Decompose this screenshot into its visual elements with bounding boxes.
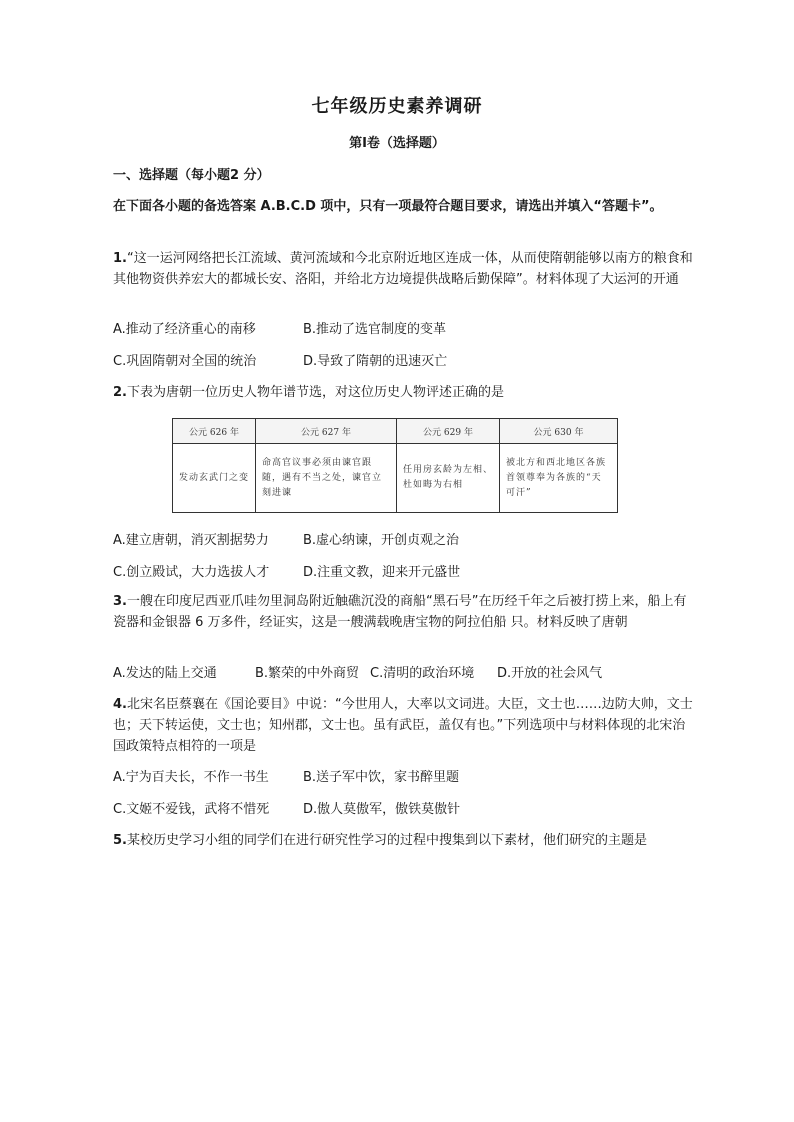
question-4 [113,694,693,757]
option-a[interactable]: A.宁为百夫长，不作一书生 [113,770,269,785]
option-d[interactable]: D.注重文教，迎来开元盛世 [303,565,461,580]
option-d[interactable]: D.傲人莫傲军，傲铁莫傲针 [303,802,461,817]
option-a[interactable]: A.推动了经济重心的南移 [113,322,256,337]
table-cell: 任用房玄龄为左相、杜如晦为右相 [397,444,500,513]
table-header-row [173,419,618,444]
option-c[interactable]: C.巩固隋朝对全国的统治 [113,354,257,369]
table-header: 公元 630 年 [500,419,618,444]
option-c[interactable]: C.清明的政治环境 [370,666,475,681]
question-2 [113,382,693,403]
table-header: 公元 626 年 [173,419,256,444]
question-text: 下表为唐朝一位历史人物年谱节选，对这位历史人物评述正确的是 [126,385,504,400]
question-number: 1. [113,251,127,266]
option-b[interactable]: B.送子军中饮，家书醉里题 [303,770,460,785]
question-number: 3. [113,594,127,609]
option-d[interactable]: D.导致了隋朝的迅速灭亡 [303,354,448,369]
table-row [173,444,618,513]
question-text: 一艘在印度尼西亚爪哇勿里洞岛附近触礁沉没的商船“黑石号”在历经千年之后被打捞上来，船上有瓷器和金银器 6 万多件，经证实，这是一艘满载晚唐宝物的阿拉伯船 只。材料反映了唐朝 [113,594,687,630]
option-c[interactable]: C.文姬不爱钱，武将不惜死 [113,802,270,817]
table-cell: 发动玄武门之变 [173,444,256,513]
option-b[interactable]: B.虚心纳谏，开创贞观之治 [303,533,460,548]
table-header: 公元 627 年 [256,419,397,444]
option-a[interactable]: A.发达的陆上交通 [113,666,217,681]
option-b[interactable]: B.繁荣的中外商贸 [255,666,360,681]
option-c[interactable]: C.创立殿试，大力选拔人才 [113,565,270,580]
question-number: 4. [113,697,127,712]
options-row [113,318,446,337]
chronology-table [172,418,618,513]
question-1 [113,248,693,290]
question-text: “这一运河网络把长江流域、黄河流域和今北京附近地区连成一体，从而使隋朝能够以南方的粮食和其他物资供养宏大的都城长安、洛阳，并给北方边境提供战略后勤保障”。材料体现了大运河的开通 [113,251,693,287]
question-number: 5. [113,833,127,848]
table-cell: 被北方和西北地区各族首领尊奉为各族的“天可汗” [500,444,618,513]
options-row [113,662,602,681]
table-header: 公元 629 年 [397,419,500,444]
option-a[interactable]: A.建立唐朝，消灭割据势力 [113,533,269,548]
page-subtitle: 第Ⅰ卷（选择题） [349,136,445,151]
section-instruction: 在下面各小题的备选答案 A.B.C.D 项中，只有一项最符合题目要求，请选出并填入“答题卡”。 [113,199,663,214]
options-row [113,798,460,817]
question-text: 某校历史学习小组的同学们在进行研究性学习的过程中搜集到以下素材，他们研究的主题是 [126,833,647,848]
option-b[interactable]: B.推动了选官制度的变革 [303,322,447,337]
section-heading: 一、选择题（每小题2 分） [113,168,270,183]
question-number: 2. [113,385,127,400]
question-5 [113,830,693,851]
options-row [113,529,459,548]
question-text: 北宋名臣蔡襄在《国论要目》中说：“今世用人，大率以文词进。大臣，文士也……边防大帅，文士也；天下转运使，文士也；知州郡，文士也。虽有武臣，盖仅有也。”下列选项中与材料体现的北宋治国政策特点相符的一项是 [113,697,693,754]
options-row [113,350,447,369]
question-3 [113,591,693,633]
option-d[interactable]: D.开放的社会风气 [497,666,603,681]
table-cell: 命高官议事必须由谏官跟随，遇有不当之处，谏官立刻进谏 [256,444,397,513]
page-title: 七年级历史素养调研 [311,96,483,117]
options-row [113,766,459,785]
options-row [113,561,460,580]
